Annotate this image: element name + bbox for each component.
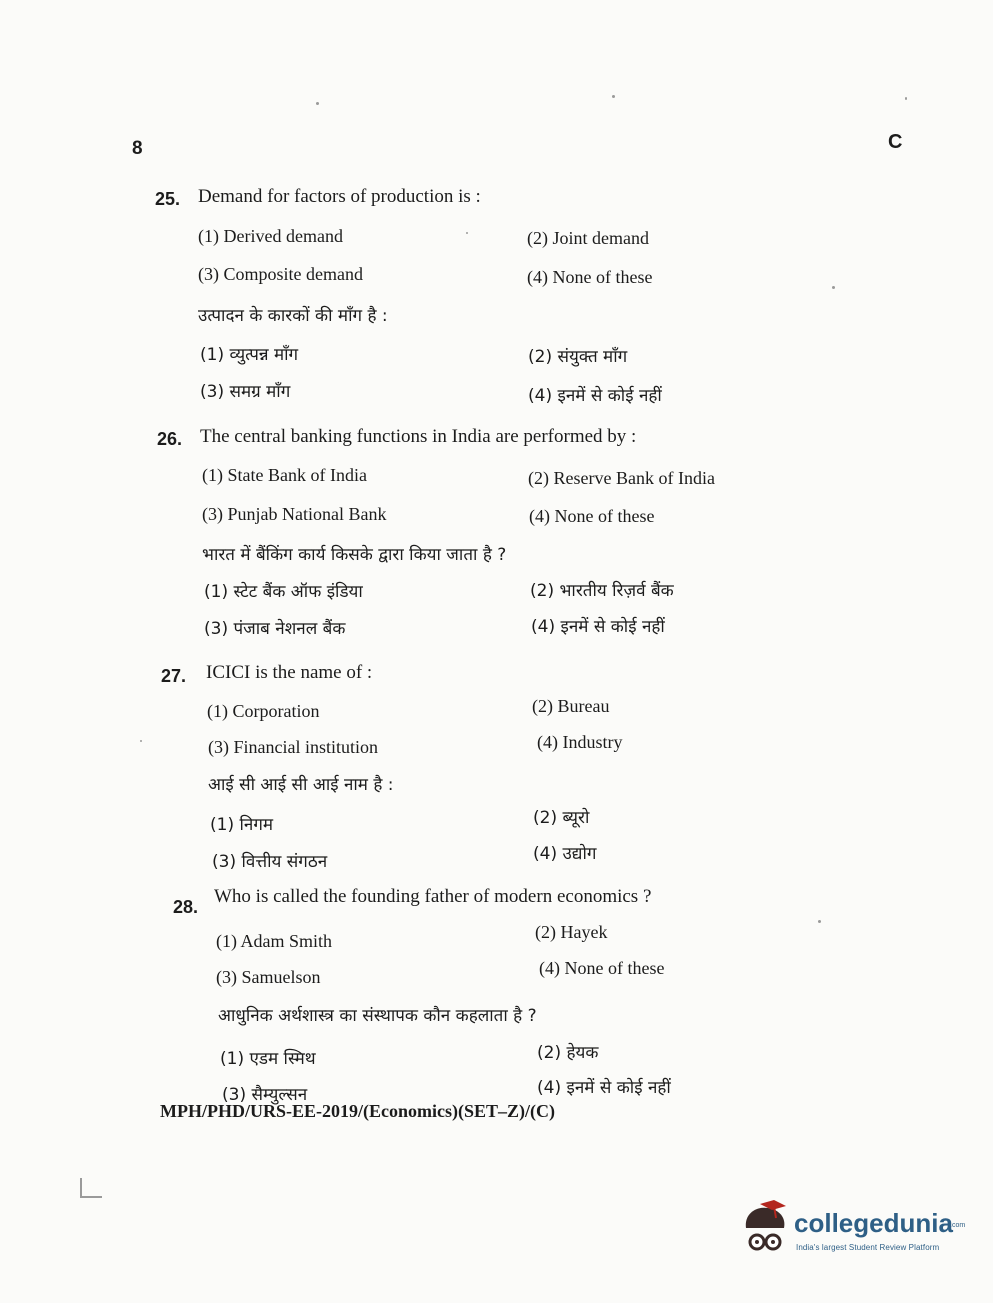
option-3-en: (3) Financial institution — [208, 737, 378, 757]
set-code: C — [888, 131, 903, 153]
option-2-en: (2) Reserve Bank of India — [528, 468, 715, 488]
question-text-en: Who is called the founding father of modern economics ? — [214, 886, 652, 907]
option-1-hi: (1) निगम — [210, 815, 274, 835]
page-number: 8 — [132, 138, 143, 159]
option-1-en: (1) State Bank of India — [202, 465, 367, 485]
option-2-en: (2) Joint demand — [527, 228, 649, 248]
question-number: 27. — [161, 666, 187, 686]
option-3-hi: (3) सैम्युल्सन — [222, 1085, 308, 1105]
brand-domain: .com — [950, 1222, 966, 1229]
option-4-en: (4) None of these — [529, 506, 655, 526]
option-4-en: (4) None of these — [527, 267, 653, 287]
question-text-hi: उत्पादन के कारकों की माँग है : — [198, 306, 388, 326]
option-1-en: (1) Corporation — [207, 701, 320, 721]
option-3-en: (3) Composite demand — [198, 264, 363, 284]
option-2-en: (2) Hayek — [535, 922, 608, 942]
option-4-en: (4) None of these — [539, 958, 665, 978]
scan-speck — [140, 740, 142, 742]
option-1-hi: (1) एडम स्मिथ — [220, 1049, 316, 1069]
scan-speck — [832, 286, 835, 289]
option-4-en: (4) Industry — [537, 732, 623, 752]
brand-tagline: India's largest Student Review Platform — [796, 1243, 940, 1252]
scan-edge-mark — [80, 1178, 102, 1198]
option-3-hi: (3) पंजाब नेशनल बैंक — [204, 619, 346, 639]
option-4-hi: (4) इनमें से कोई नहीं — [528, 386, 662, 406]
scan-speck — [818, 920, 821, 923]
option-3-en: (3) Samuelson — [216, 967, 321, 987]
option-2-hi: (2) हेयक — [537, 1043, 599, 1063]
option-1-hi: (1) व्युत्पन्न माँग — [200, 345, 299, 365]
option-1-en: (1) Derived demand — [198, 226, 343, 246]
option-4-hi: (4) इनमें से कोई नहीं — [537, 1078, 671, 1098]
scan-speck — [316, 102, 319, 105]
question-text-hi: भारत में बैंकिंग कार्य किसके द्वारा किया जाता है ? — [202, 545, 507, 565]
option-2-en: (2) Bureau — [532, 696, 610, 716]
collegedunia-watermark — [740, 1198, 970, 1264]
scan-speck — [905, 97, 907, 100]
scan-speck — [466, 232, 468, 234]
question-number: 28. — [173, 897, 199, 917]
option-3-en: (3) Punjab National Bank — [202, 504, 387, 524]
option-2-hi: (2) भारतीय रिज़र्व बैंक — [530, 581, 674, 601]
option-2-hi: (2) ब्यूरो — [533, 808, 590, 828]
question-number: 25. — [155, 189, 181, 209]
option-4-hi: (4) इनमें से कोई नहीं — [531, 617, 665, 637]
paper-code-footer: MPH/PHD/URS-EE-2019/(Economics)(SET–Z)/(C) — [160, 1101, 555, 1121]
option-1-hi: (1) स्टेट बैंक ऑफ इंडिया — [204, 582, 363, 602]
question-text-hi: आधुनिक अर्थशास्त्र का संस्थापक कौन कहलाता है ? — [218, 1006, 537, 1026]
question-text-en: Demand for factors of production is : — [198, 186, 481, 207]
question-text-en: The central banking functions in India are performed by : — [200, 426, 637, 447]
brand-name: collegedunia — [794, 1208, 953, 1238]
option-4-hi: (4) उद्योग — [533, 844, 597, 864]
scan-speck — [612, 95, 615, 98]
mascot-icon — [740, 1200, 792, 1260]
option-3-hi: (3) समग्र माँग — [200, 382, 291, 402]
question-text-en: ICICI is the name of : — [206, 662, 373, 683]
question-number: 26. — [157, 429, 183, 449]
option-2-hi: (2) संयुक्त माँग — [528, 347, 628, 367]
option-1-en: (1) Adam Smith — [216, 931, 332, 951]
question-text-hi: आई सी आई सी आई नाम है : — [208, 775, 394, 795]
option-3-hi: (3) वित्तीय संगठन — [212, 852, 328, 872]
